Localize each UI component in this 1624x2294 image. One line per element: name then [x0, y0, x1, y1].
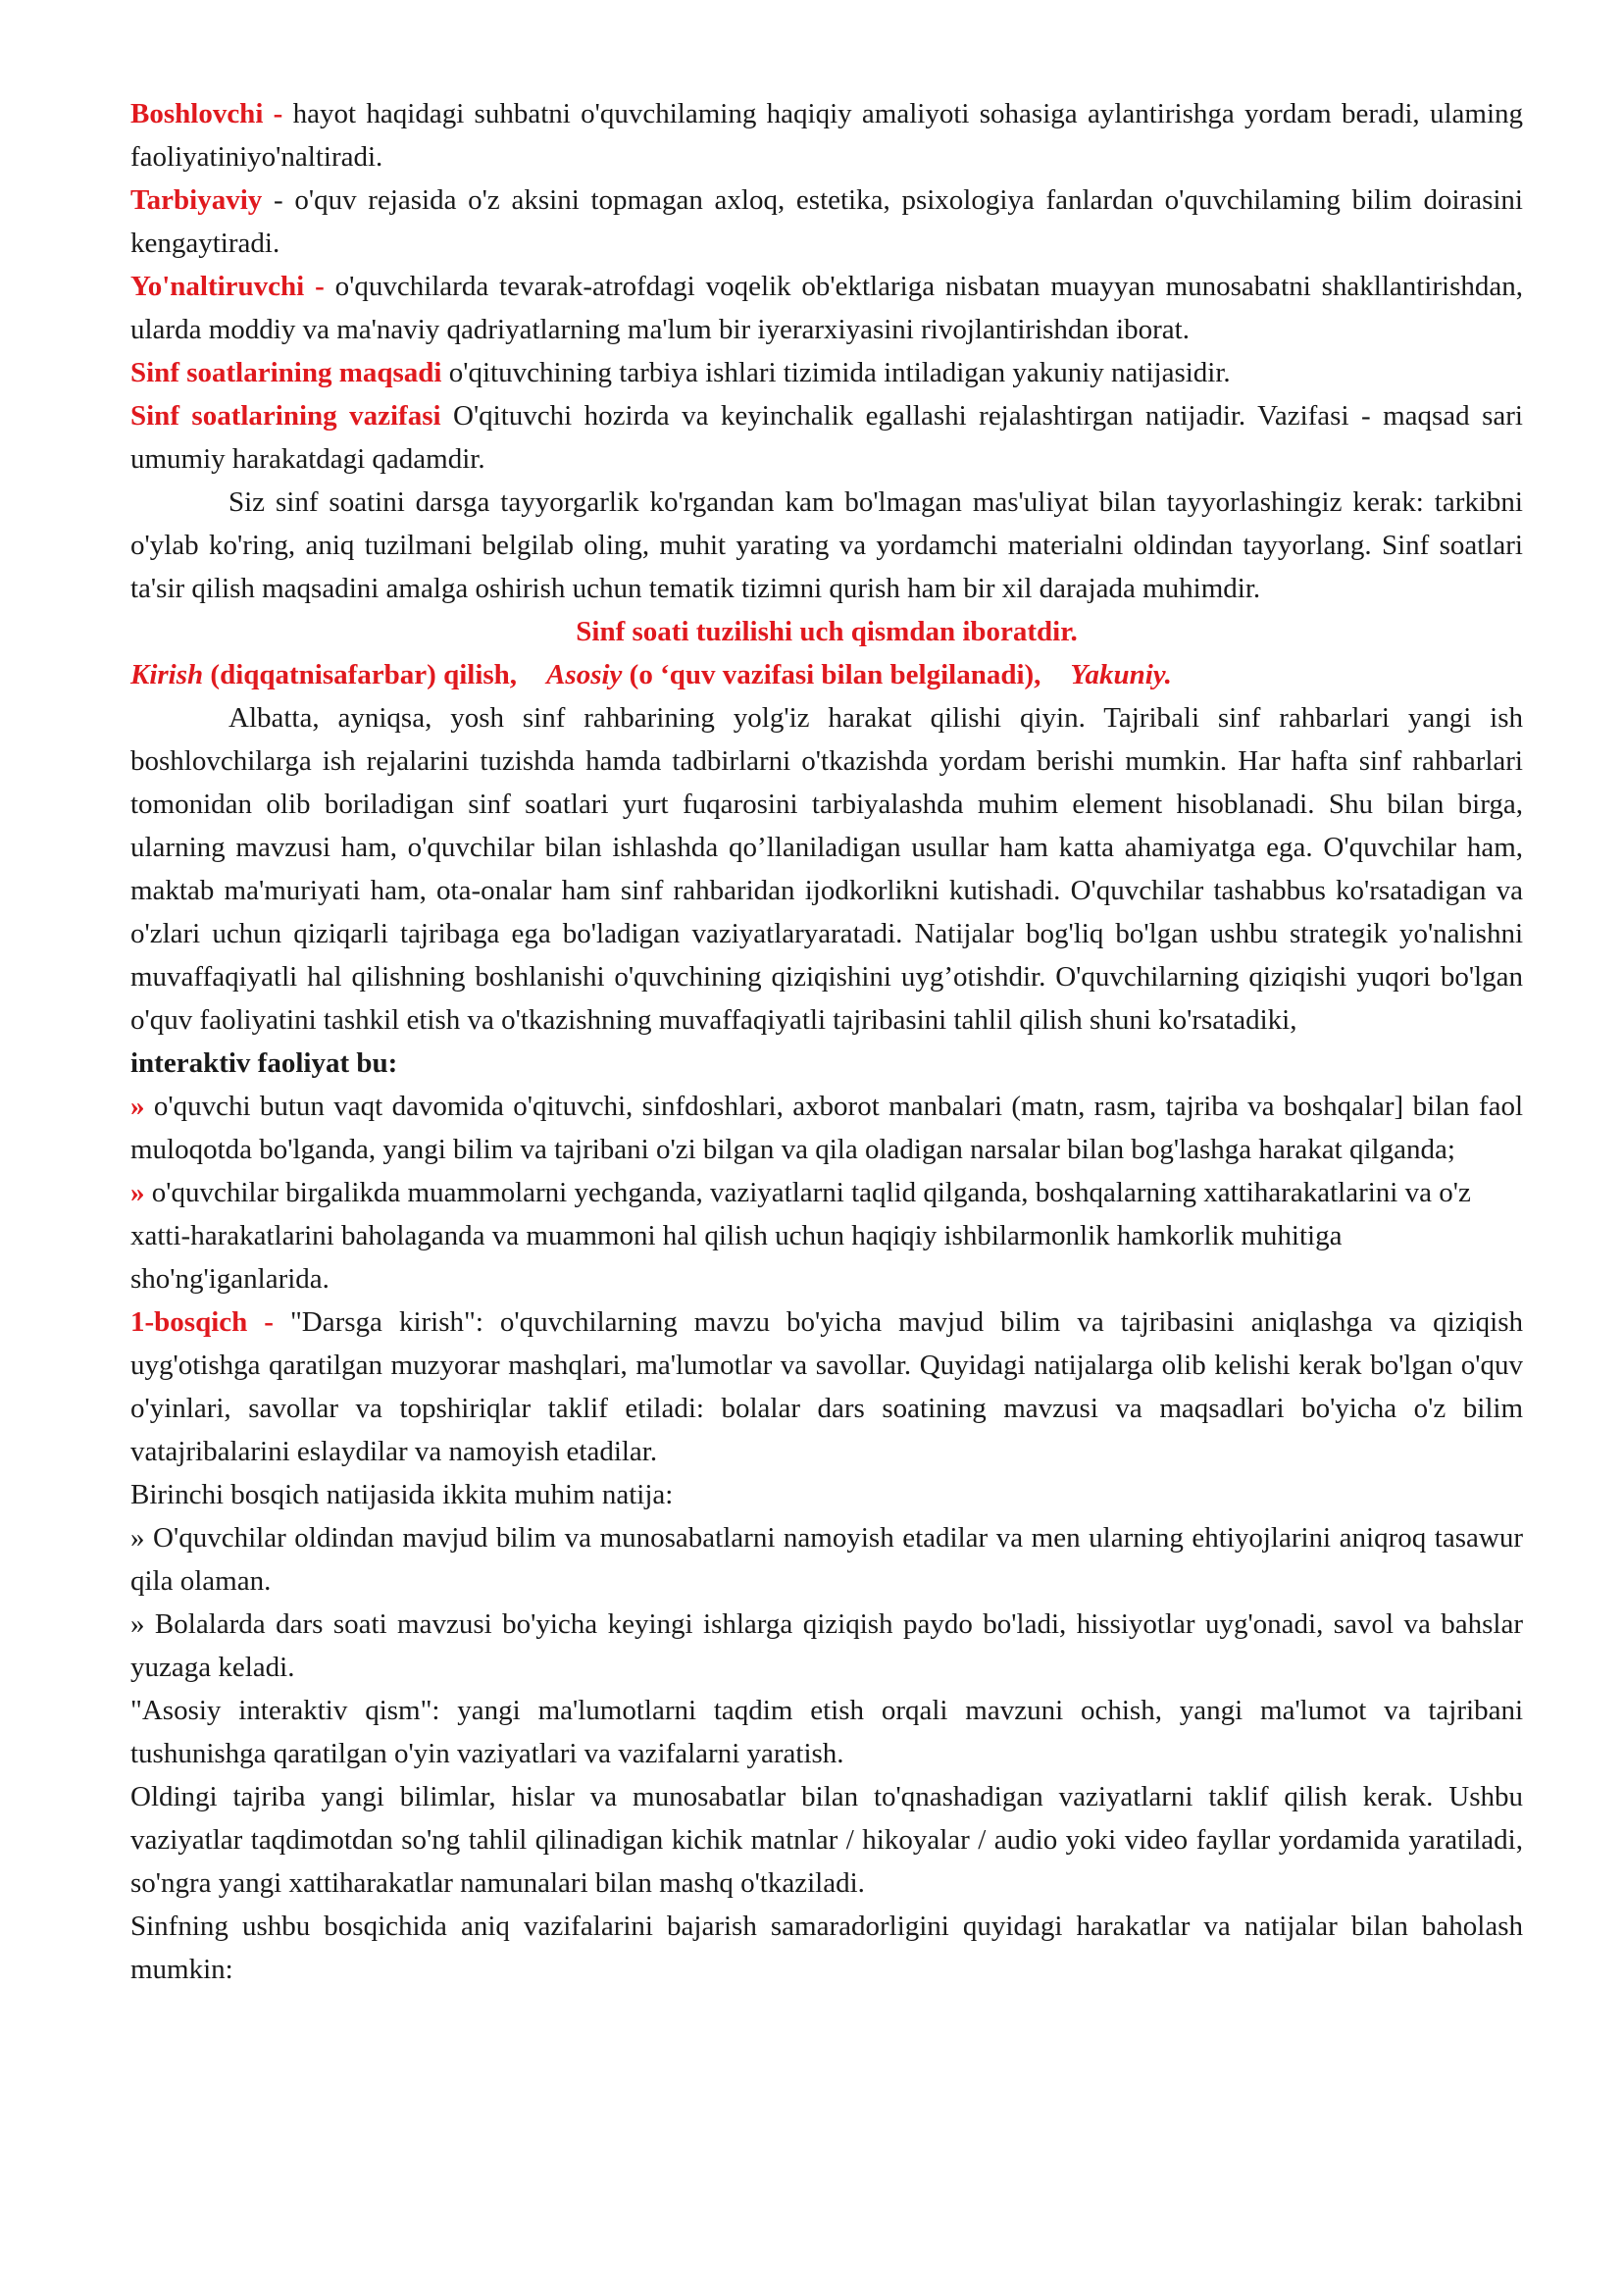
paragraph-tarbiyaviy	[130, 178, 1523, 265]
result-item-2: » Bolalarda dars soati mavzusi bo'yicha keyingi ishlarga qiziqish paydo bo'ladi, hissiyotlar uyg'onadi, savol va bahslar yuzaga keladi.	[130, 1608, 1523, 1683]
paragraph-vazifa	[130, 394, 1523, 481]
bullet-item-2	[130, 1171, 1523, 1300]
heading-tuzilish: Sinf soati tuzilishi uch qismdan iboratdir.	[576, 616, 1078, 647]
text-bosqich1: "Darsga kirish": o'quvchilarning mavzu bo'yicha mavjud bilim va tajribasini aniqlashga va qiziqish uyg'otishga qaratilgan muzyorar mashqlari, ma'lumotlar va savollar. Quyidagi natijalarga olib kelishi kerak bo'lgan o'quv o'yinlari, savollar va topshiriqlar taklif etiladi: bolalar dars soatining mavzusi va maqsadlari bo'yicha o'z bilim vatajribalarini eslaydilar va namoyish etadilar.	[130, 1306, 1523, 1467]
bullet-text-1: o'quvchi butun vaqt davomida o'qituvchi, sinfdoshlari, axborot manbalari (matn, rasm, tajriba va boshqalar] bilan faol muloqotda bo'lganda, yangi bilim va tajribani o'zi bilgan va qila oladigan narsalar bilan bog'lashga harakat qilganda;	[130, 1091, 1523, 1165]
paragraph-albatta: Albatta, ayniqsa, yosh sinf rahbarining yolg'iz harakat qilishi qiyin. Tajribali sinf rahbarlari yangi ish boshlovchilarga ish rejalarini tuzishda hamda tadbirlarni o'tkazishda yordam berishi mumkin. Har hafta sinf rahbarlari tomonidan olib boriladigan sinf soatlari yurt fuqarosini tarbiyalashda muhim element hisoblanadi. Shu bilan birga, ularning mavzusi ham, o'quvchilar bilan ishlashda qo’llaniladigan usullar ham katta ahamiyatga ega. O'quvchilar ham, maktab ma'muriyati ham, ota-onalar ham sinf rahbaridan ijodkorlikni kutishadi. O'quvchilar tashabbus ko'rsatadigan va o'zlari uchun qiziqarli tajribaga ega bo'ladigan vaziyatlaryaratadi. Natijalar bog'liq bo'lgan ushbu strategik yo'nalishni muvaffaqiyatli hal qilishning boshlanishi o'quvchining qiziqishini uyg’otishdir. O'quvchilarning qiziqishi yuqori bo'lgan o'quv faoliyatini tashkil etish va o'tkazishning muvaffaqiyatli tajribasini tahlil qilish shuni ko'rsatadiki,	[130, 702, 1523, 1036]
paragraph-interaktiv: interaktiv faoliyat bu:	[130, 1047, 398, 1079]
bullet-mark-1: »	[130, 1091, 145, 1122]
bullet-text-2: o'quvchilar birgalikda muammolarni yechganda, vaziyatlarni taqlid qilganda, boshqalarning xattiharakatlarini va o'z xatti-harakatlarini baholaganda va muammoni hal qilish uchun haqiqiy ishbilarmonlik hamkorlik muhitiga sho'ng'iganlarida.	[130, 1177, 1471, 1295]
text-vazifa: O'qituvchi hozirda va keyinchalik egallashi rejalashtirgan natijadir. Vazifasi - maqsad sari umumiy harakatdagi qadamdir.	[130, 400, 1523, 475]
term-bosqich1: 1-bosqich -	[130, 1306, 274, 1338]
term-boshlovchi: Boshlovchi -	[130, 98, 283, 129]
part-asosiy: Asosiy	[546, 659, 623, 690]
paragraph-asosiy-qism: "Asosiy interaktiv qism": yangi ma'lumotlarni taqdim etish orqali mavzuni ochish, yangi ma'lumot va tajribani tushunishga qaratilgan o'yin vaziyatlari va vazifalarni yaratish.	[130, 1695, 1523, 1769]
part-kirish-rest: (diqqatnisafarbar) qilish,	[203, 659, 518, 690]
part-asosiy-rest: (o ‘quv vazifasi bilan belgilanadi),	[622, 659, 1041, 690]
paragraph-parts	[130, 653, 1523, 696]
paragraph-yonaltiruvchi	[130, 265, 1523, 351]
paragraph-bosqich1	[130, 1300, 1523, 1473]
paragraph-sinfning: Sinfning ushbu bosqichida aniq vazifalarini bajarish samaradorligini quyidagi harakatlar va natijalar bilan baholash mumkin:	[130, 1911, 1523, 1985]
term-yonaltiruvchi: Yo'naltiruvchi -	[130, 271, 325, 302]
part-yakuniy: Yakuniy.	[1070, 659, 1172, 690]
text-maqsad: o'qituvchining tarbiya ishlari tizimida intiladigan yakuniy natijasidir.	[441, 357, 1231, 388]
paragraph-tayyorlash: Siz sinf soatini darsga tayyorgarlik ko'rgandan kam bo'lmagan mas'uliyat bilan tayyorlashingiz kerak: tarkibni o'ylab ko'ring, aniq tuzilmani belgilab oling, muhit yarating va yordamchi materialni oldindan tayyorlang. Sinf soatlari ta'sir qilish maqsadini amalga oshirish uchun tematik tizimni qurish ham bir xil darajada muhimdir.	[130, 486, 1523, 604]
result-item-1: » O'quvchilar oldindan mavjud bilim va munosabatlarni namoyish etadilar va men ularning ehtiyojlarini aniqroq tasawur qila olaman.	[130, 1522, 1523, 1597]
text-tarbiyaviy: - o'quv rejasida o'z aksini topmagan axloq, estetika, psixologiya fanlardan o'quvchilaming bilim doirasini kengaytiradi.	[130, 184, 1523, 259]
text-yonaltiruvchi: o'quvchilarda tevarak-atrofdagi voqelik ob'ektlariga nisbatan muayyan munosabatni shakllantirishdan, ularda moddiy va ma'naviy qadriyatlarning ma'lum bir iyerarxiyasini rivojlantirishdan iborat.	[130, 271, 1523, 345]
bullet-item-1	[130, 1085, 1523, 1171]
term-maqsad: Sinf soatlarining maqsadi	[130, 357, 442, 388]
paragraph-maqsad	[130, 351, 1523, 394]
paragraph-boshlovchi	[130, 92, 1523, 178]
part-kirish: Kirish	[130, 659, 204, 690]
paragraph-birinchi: Birinchi bosqich natijasida ikkita muhim natija:	[130, 1479, 674, 1510]
paragraph-oldingi: Oldingi tajriba yangi bilimlar, hislar va munosabatlar bilan to'qnashadigan vaziyatlarni taklif qilish kerak. Ushbu vaziyatlar taqdimotdan so'ng tahlil qilinadigan kichik matnlar / hikoyalar / audio yoki video fayllar yordamida yaratiladi, so'ngra yangi xattiharakatlar namunalari bilan mashq o'tkaziladi.	[130, 1781, 1523, 1899]
term-vazifa: Sinf soatlarining vazifasi	[130, 400, 441, 432]
term-tarbiyaviy: Tarbiyaviy	[130, 184, 263, 216]
document-page	[130, 92, 1523, 1991]
text-boshlovchi: hayot haqidagi suhbatni o'quvchilaming haqiqiy amaliyoti sohasiga aylantirishga yordam beradi, ulaming faoliyatiniyo'naltiradi.	[130, 98, 1524, 173]
bullet-mark-2: »	[130, 1177, 145, 1208]
